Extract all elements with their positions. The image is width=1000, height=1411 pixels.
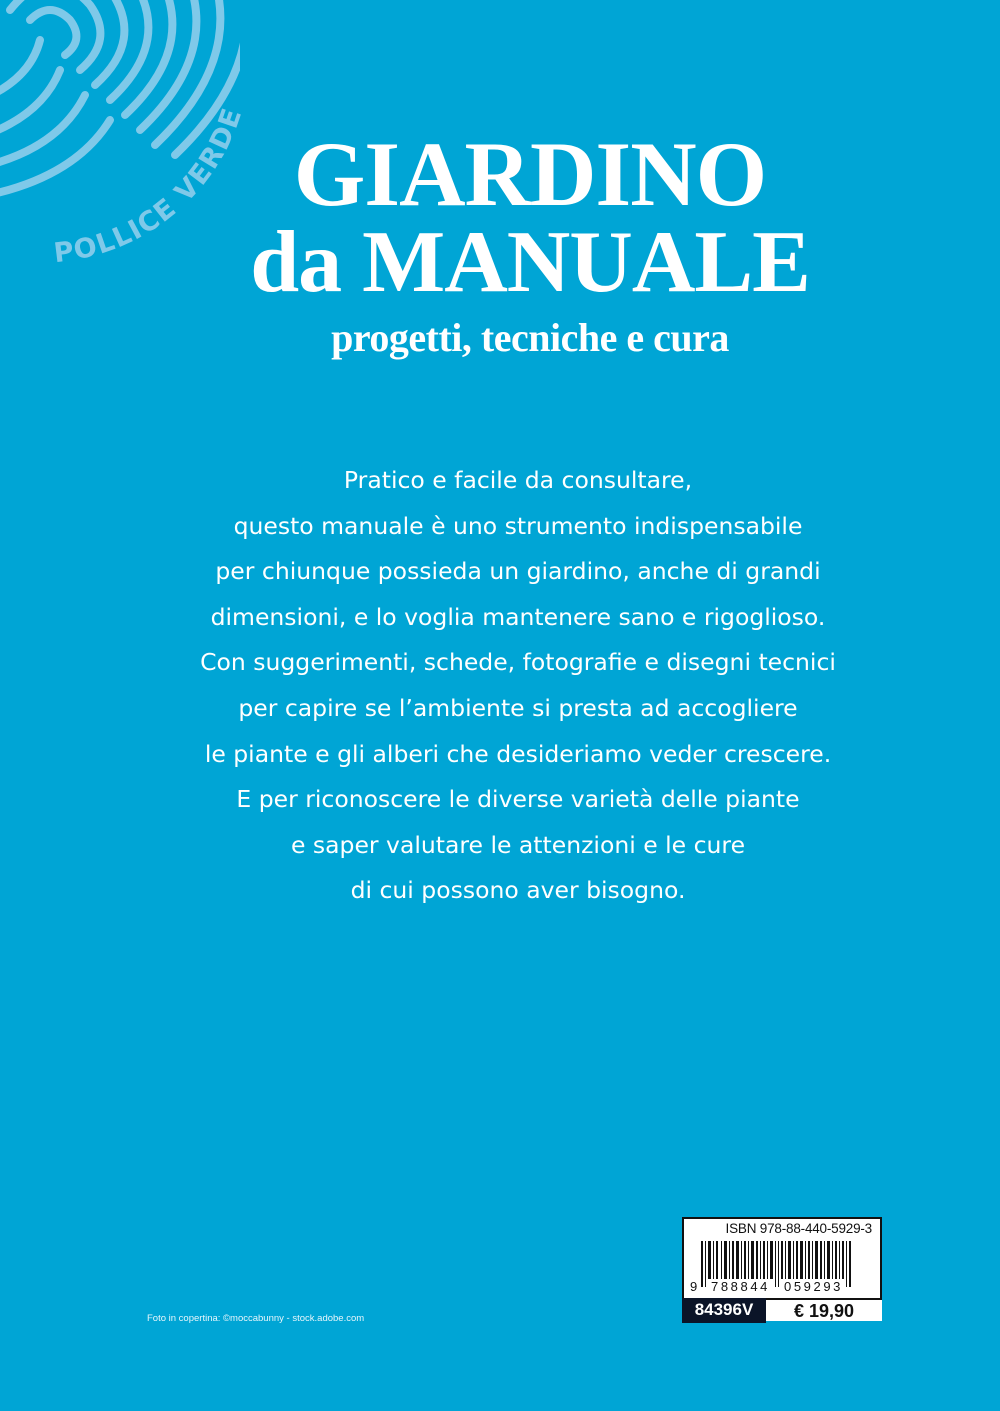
blurb-line: di cui possono aver bisogno. bbox=[350, 876, 686, 905]
blurb-line: Pratico e facile da consultare, bbox=[343, 466, 693, 494]
blurb-line: dimensioni, e lo voglia mantenere sano e rigoglioso. bbox=[210, 602, 826, 631]
series-label-text: POLLICE VERDE bbox=[52, 103, 249, 270]
blurb-line: Con suggerimenti, schede, fotografie e disegni tecnici bbox=[200, 648, 836, 677]
title-main: GIARDINO bbox=[293, 123, 767, 225]
blurb-line: per chiunque possieda un giardino, anche di grandi bbox=[215, 557, 821, 586]
price: € 19,90 bbox=[766, 1298, 882, 1321]
isbn-text: ISBN 978-88-440-5929-3 bbox=[725, 1221, 872, 1236]
barcode-label bbox=[682, 1217, 882, 1321]
blurb-line: questo manuale è uno strumento indispensabile bbox=[233, 511, 803, 540]
blurb-line: le piante e gli alberi che desideriamo veder crescere. bbox=[204, 739, 832, 768]
title-block bbox=[0, 123, 1000, 368]
blurb-line: per capire se l’ambiente si presta ad accogliere bbox=[238, 693, 798, 722]
barcode-lead-digit: 9 bbox=[690, 1279, 698, 1294]
barcode-right-digits: 059293 bbox=[784, 1279, 843, 1294]
back-cover-blurb bbox=[18, 458, 1000, 914]
blurb-line: E per riconoscere le diverse varietà delle piante bbox=[236, 785, 800, 814]
title-secondary bbox=[60, 214, 1000, 311]
blurb-line: e saper valutare le attenzioni e le cure bbox=[290, 830, 746, 859]
barcode-icon bbox=[684, 1219, 880, 1299]
barcode-left-digits: 788844 bbox=[711, 1279, 770, 1294]
title-manuale: MANUALE bbox=[362, 214, 810, 311]
product-code: 84396V bbox=[682, 1298, 766, 1323]
title-prefix: da bbox=[250, 214, 342, 311]
photo-credit: Foto in copertina: ©moccabunny - stock.adobe.com bbox=[147, 1313, 365, 1324]
subtitle: progetti, tecniche e cura bbox=[331, 315, 729, 360]
